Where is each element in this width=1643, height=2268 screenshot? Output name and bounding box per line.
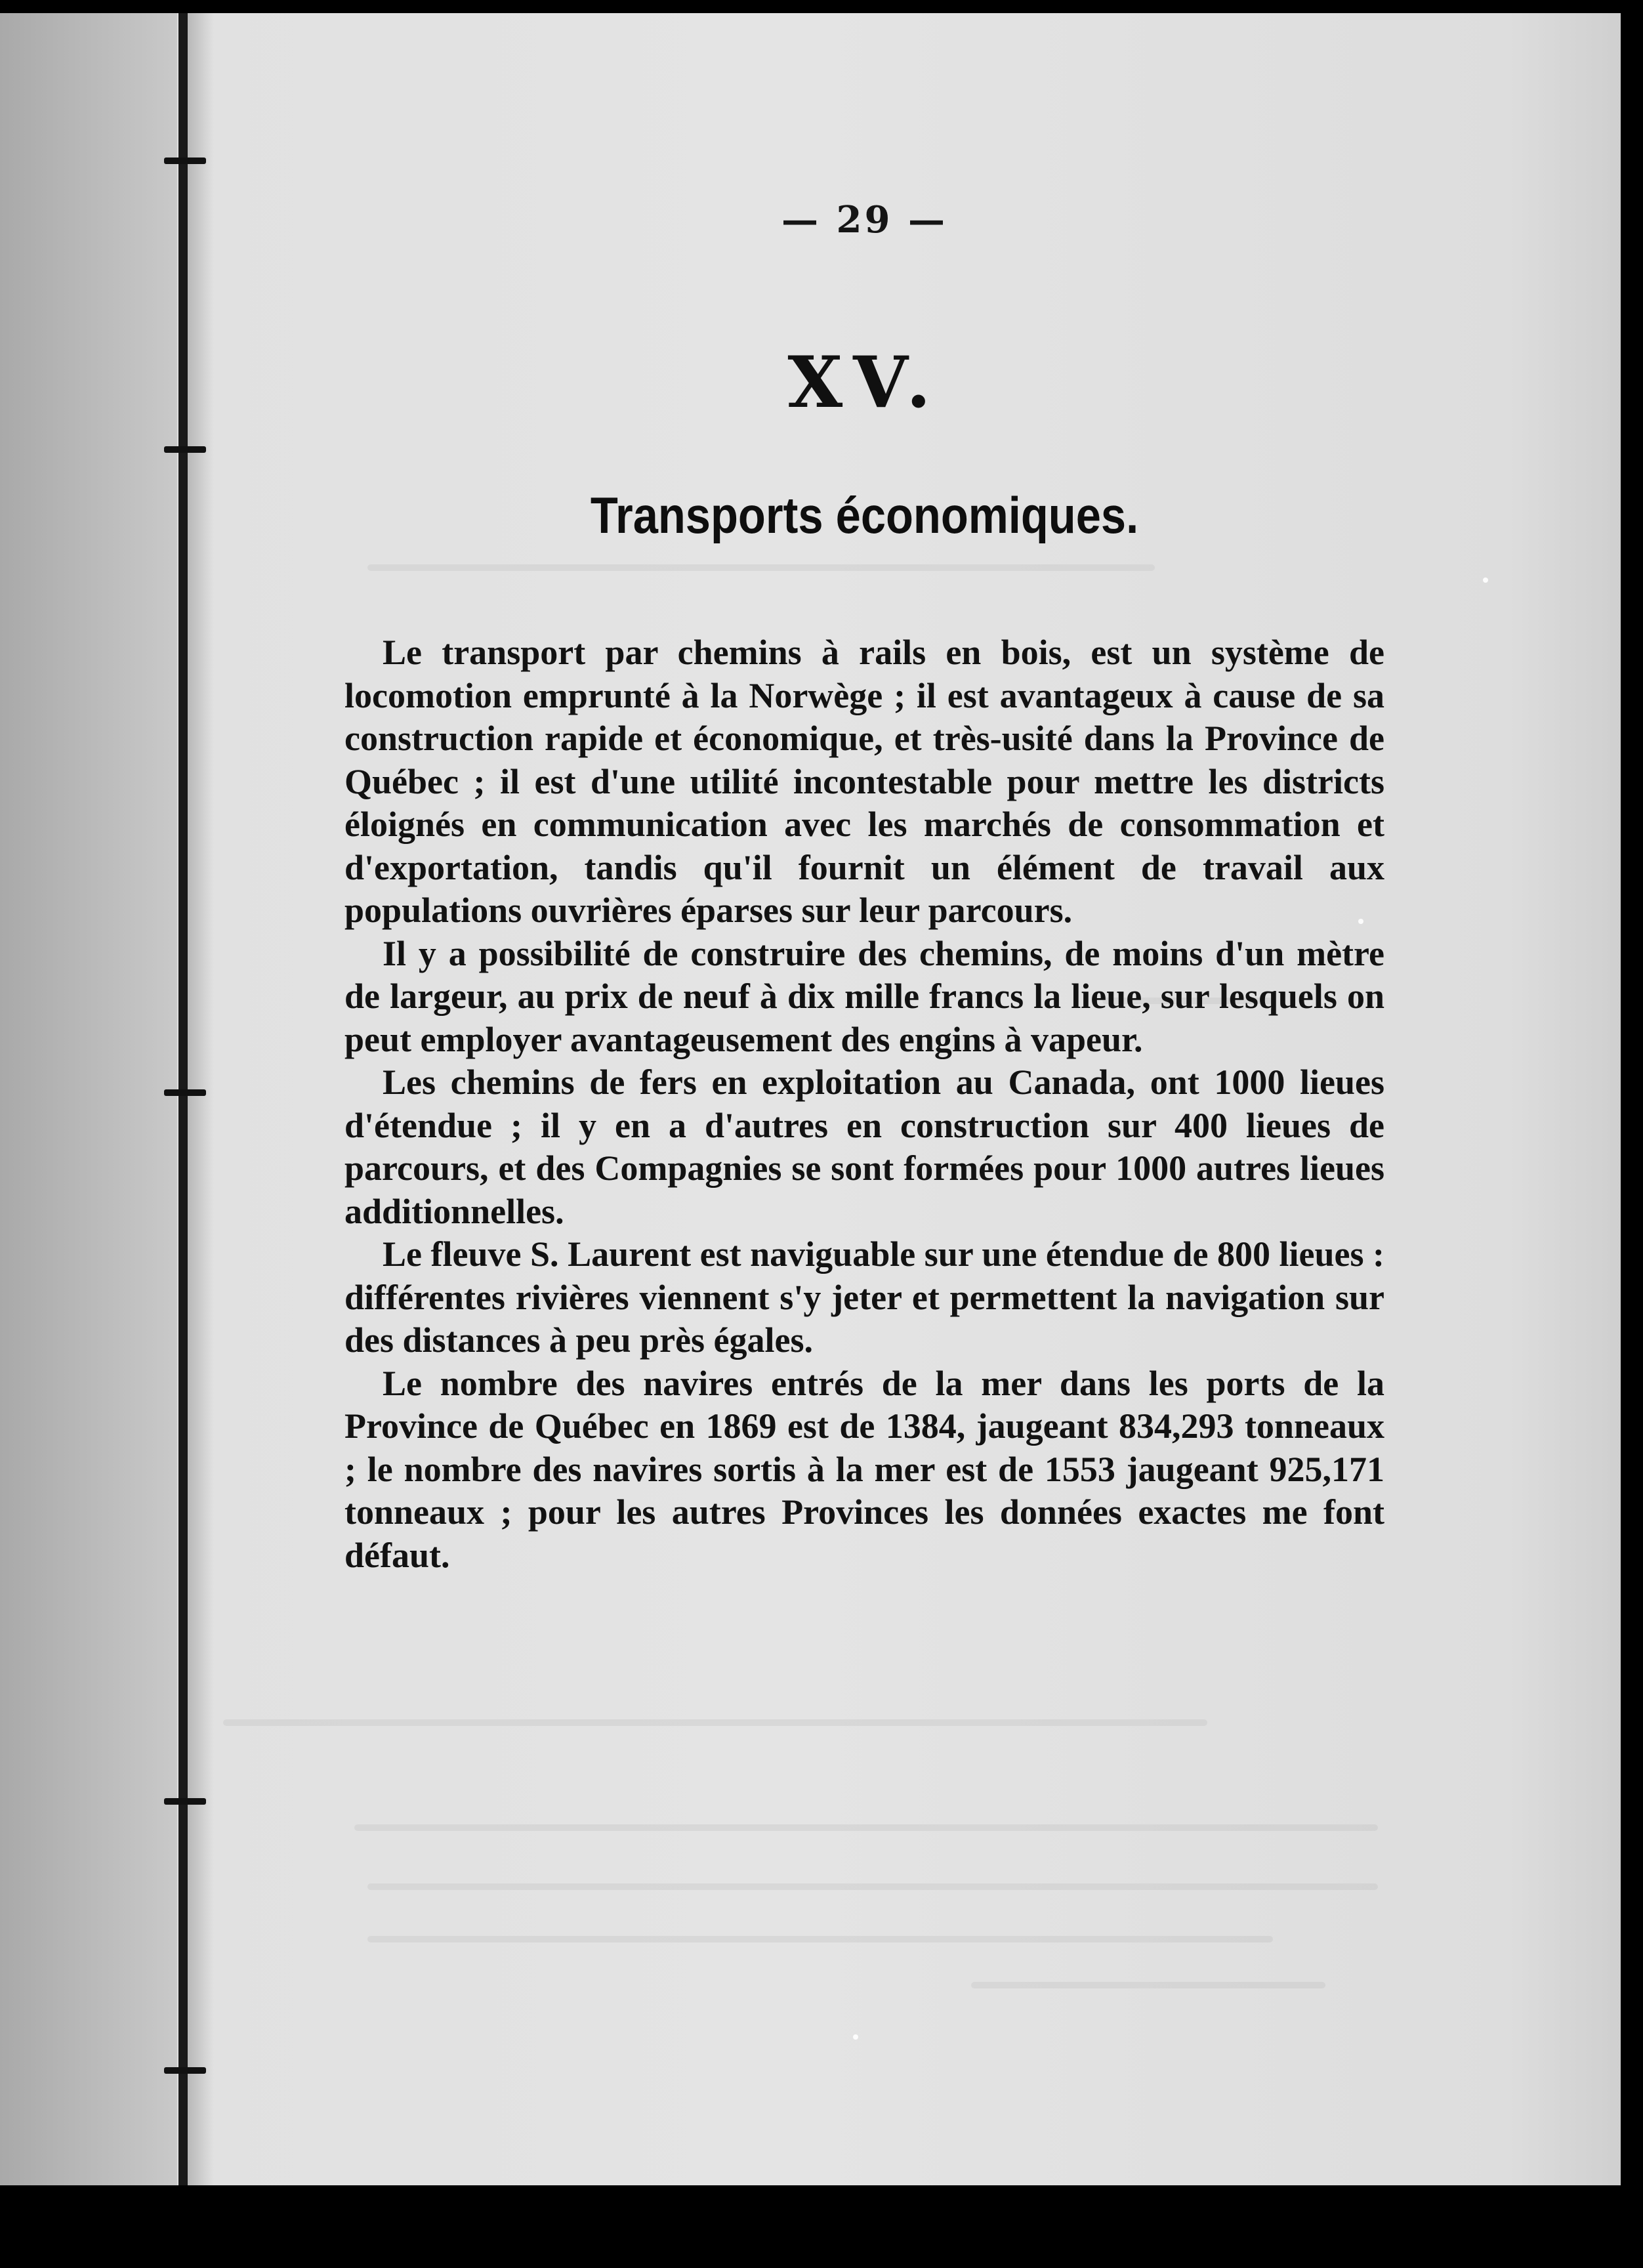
bleed-through-mark	[223, 1719, 1207, 1726]
binding-spine	[178, 13, 188, 2205]
binding-stitch	[164, 1798, 206, 1805]
scan-border	[0, 2185, 1643, 2268]
section-title: Transports économiques.	[590, 486, 1139, 544]
body-text	[344, 631, 1384, 1577]
chapter-numeral: XV.	[787, 341, 942, 424]
facing-page-edge	[0, 13, 177, 2205]
paragraph: Le transport par chemins à rails en bois, est un système de locomotion emprunté à la Norwège ; il est avantageux à cause de sa construction rapide et économique, et très-usité dans la Province de Québec ; il est d'une utilité incontestable pour mettre les districts éloignés en communication avec les marchés de consommation et d'exportation, tandis qu'il fournit un élément de travail aux populations ouvrières éparses sur leur parcours.	[344, 633, 1384, 930]
paragraph: Il y a possibilité de construire des chemins, de moins d'un mètre de largeur, au prix de neuf à dix mille francs la lieue, sur lesquels on peut employer avantageusement des engins à vapeur.	[344, 933, 1384, 1059]
binding-stitch	[164, 158, 206, 164]
bleed-through-mark	[367, 1883, 1378, 1890]
binding-stitch	[164, 1089, 206, 1096]
page-number: — 29 —	[781, 198, 947, 242]
book-page	[0, 13, 1621, 2205]
paragraph: Le fleuve S. Laurent est naviguable sur une étendue de 800 lieues : différentes rivières viennent s'y jeter et permettent la navigation sur des distances à peu près égales.	[344, 1234, 1384, 1360]
paper-fleck	[1483, 578, 1488, 583]
binding-stitch	[164, 446, 206, 453]
bleed-through-mark	[971, 1982, 1325, 1988]
binding-shadow	[188, 13, 214, 2205]
bleed-through-mark	[367, 1936, 1273, 1942]
paper-fleck	[853, 2034, 858, 2040]
bleed-through-mark	[354, 1824, 1378, 1831]
binding-stitch	[164, 2067, 206, 2074]
paragraph: Les chemins de fers en exploitation au Canada, ont 1000 lieues d'étendue ; il y en a d'autres en construction sur 400 lieues de parcours, et des Compagnies se sont formées pour 1000 autres lieues additionnelles.	[344, 1062, 1384, 1231]
paragraph: Le nombre des navires entrés de la mer dans les ports de la Province de Québec en 1869 est de 1384, jaugeant 834,293 tonneaux ; le nombre des navires sortis à la mer est de 1553 jaugeant 925,171 tonneaux ; pour les autres Provinces les données exactes me font défaut.	[344, 1363, 1384, 1575]
bleed-through-mark	[367, 564, 1155, 571]
